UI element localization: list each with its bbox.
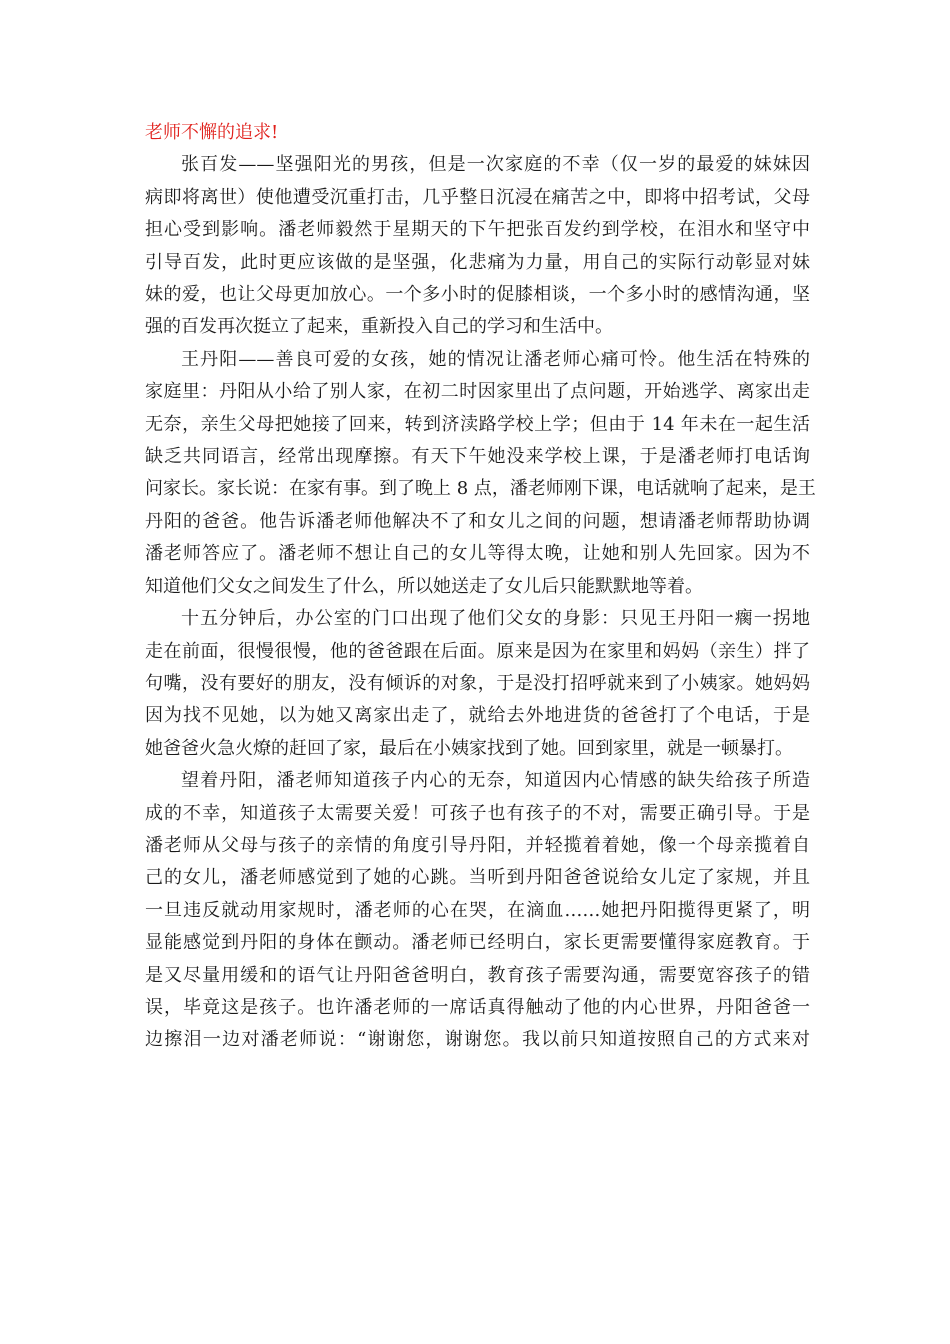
paragraph-2 [145,344,816,603]
text-line: 走在前面，很慢很慢，他的爸爸跟在后面。原来是因为在家里和妈妈（亲生）拌了 [145,640,810,662]
text-line: 一旦违反就动用家规时，潘老师的心在哭，在滴血……她把丹阳揽得更紧了，明 [145,899,810,921]
text-line: 无奈，亲生父母把她接了回来，转到济渎路学校上学；但由于 14 年未在一起生活 [145,413,810,435]
text-line: 句嘴，没有要好的朋友，没有倾诉的对象，于是没打招呼就来到了小姨家。她妈妈 [145,672,810,694]
text-line: 缺乏共同语言，经常出现摩擦。有天下午她没来学校上课，于是潘老师打电话询 [145,446,810,468]
text-line: 知道他们父女之间发生了什么，所以她送走了女儿后只能默默地等着。 [145,575,703,597]
text-line: 张百发——坚强阳光的男孩，但是一次家庭的不幸（仅一岁的最爱的妹妹因 [181,154,810,176]
text-line: 妹的爱，也让父母更加放心。一个多小时的促膝相谈，一个多小时的感情沟通，坚 [145,284,810,306]
text-line: 强的百发再次挺立了起来，重新投入自己的学习和生活中。 [145,316,613,338]
text-line: 望着丹阳，潘老师知道孩子内心的无奈，知道因内心情感的缺失给孩子所造 [181,770,810,792]
text-line: 是又尽量用缓和的语气让丹阳爸爸明白，教育孩子需要沟通，需要宽容孩子的错 [145,964,810,986]
paragraph-3 [145,603,810,765]
document-body [145,117,816,1057]
text-line: 误，毕竟这是孩子。也许潘老师的一席话真得触动了他的内心世界，丹阳爸爸一 [145,996,810,1018]
text-line: 问家长。家长说：在家有事。到了晚上 8 点，潘老师刚下课，电话就响了起来，是王 [145,478,816,500]
text-line: 引导百发，此时更应该做的是坚强，化悲痛为力量，用自己的实际行动彰显对妹 [145,251,810,273]
text-line: 潘老师答应了。潘老师不想让自己的女儿等得太晚，让她和别人先回家。因为不 [145,543,810,565]
paragraph-4 [145,765,810,1057]
text-line: 丹阳的爸爸。他告诉潘老师他解决不了和女儿之间的问题，想请潘老师帮助协调 [145,510,810,532]
section-heading: 老师不懈的追求! [145,122,279,143]
text-line: 己的女儿，潘老师感觉到了她的心跳。当听到丹阳爸爸说给女儿定了家规，并且 [145,867,810,889]
text-line: 家庭里：丹阳从小给了别人家，在初二时因家里出了点问题，开始逃学、离家出走 [145,381,810,403]
text-line: 王丹阳——善良可爱的女孩，她的情况让潘老师心痛可怜。他生活在特殊的 [181,348,810,370]
text-line: 显能感觉到丹阳的身体在颤动。潘老师已经明白，家长更需要懂得家庭教育。于 [145,932,810,954]
text-line: 她爸爸火急火燎的赶回了家，最后在小姨家找到了她。回到家里，就是一顿暴打。 [145,737,793,759]
text-line: 边擦泪一边对潘老师说：“谢谢您，谢谢您。我以前只知道按照自己的方式来对 [145,1029,810,1051]
text-line: 病即将离世）使他遭受沉重打击，几乎整日沉浸在痛苦之中，即将中招考试，父母 [145,186,810,208]
text-line: 十五分钟后，办公室的门口出现了他们父女的身影：只见王丹阳一瘸一拐地 [181,608,810,630]
text-line: 成的不幸，知道孩子太需要关爱！可孩子也有孩子的不对，需要正确引导。于是 [145,802,810,824]
text-line: 潘老师从父母与孩子的亲情的角度引导丹阳，并轻揽着着她，像一个母亲揽着自 [145,834,810,856]
text-line: 因为找不见她，以为她又离家出走了，就给去外地进货的爸爸打了个电话，于是 [145,705,810,727]
paragraph-1 [145,149,810,343]
text-line: 担心受到影响。潘老师毅然于星期天的下午把张百发约到学校，在泪水和坚守中 [145,219,810,241]
